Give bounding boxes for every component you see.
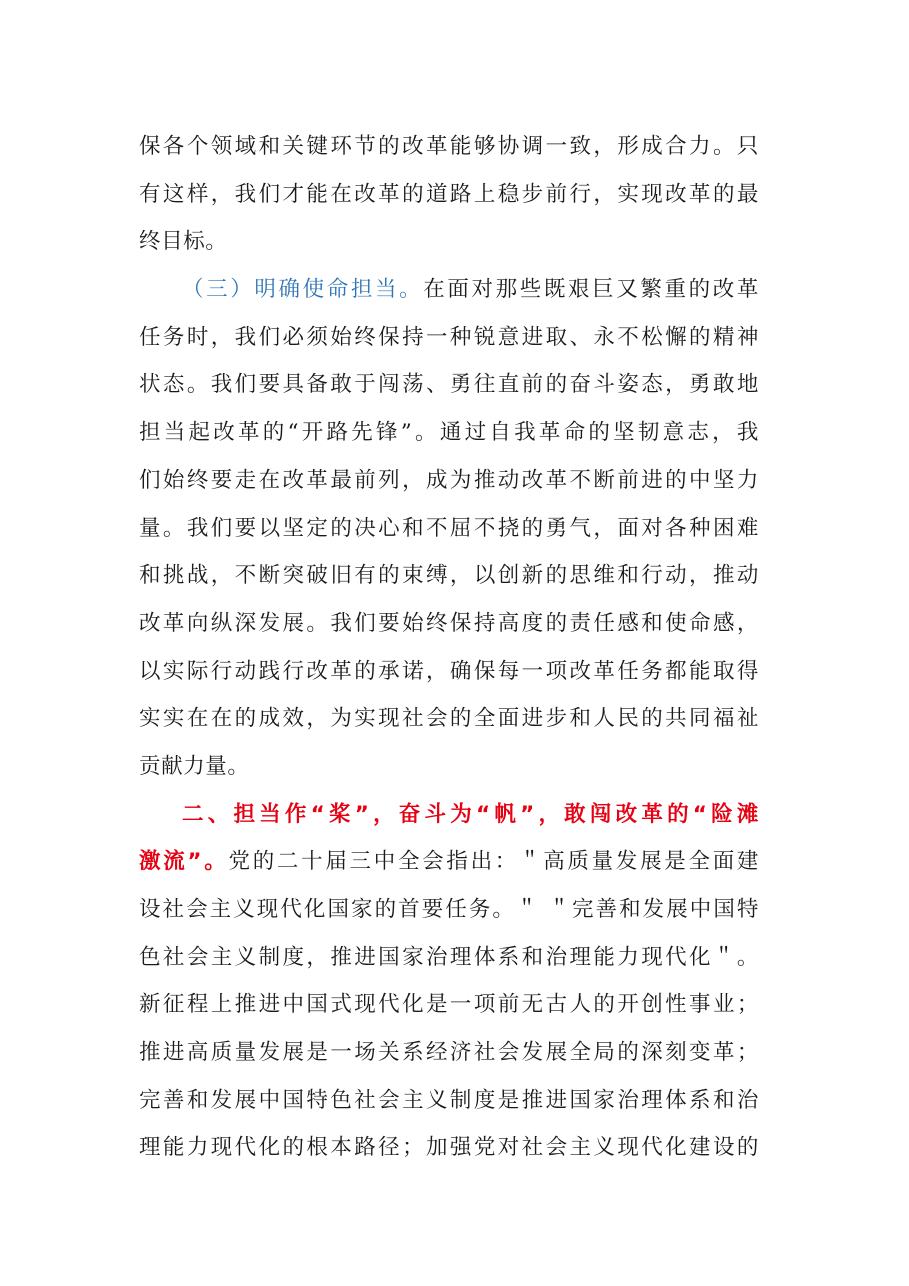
- paragraph-continuation: [139, 123, 759, 266]
- text-line: 实实在在的成效，为实现社会的全面进步和人民的共同福祉: [139, 706, 759, 732]
- text-line: 保各个领域和关键环节的改革能够协调一致，形成合力。只: [139, 134, 759, 159]
- text-line: 担当起改革的“开路先锋”。通过自我革命的坚韧意志，我: [139, 420, 759, 446]
- text-line: 完善和发展中国特色社会主义制度是推进国家治理体系和治: [139, 1087, 759, 1113]
- text-line: 以实际行动践行改革的承诺，确保每一项改革任务都能取得: [139, 658, 759, 684]
- text-line: 改革向纵深发展。我们要始终保持高度的责任感和使命感，: [139, 610, 759, 636]
- text-line: 们始终要走在改革最前列，成为推动改革不断前进的中坚力: [139, 467, 759, 493]
- text-span: 党的二十届三中全会指出：＂高质量发展是全面建: [228, 849, 760, 875]
- text-line: 任务时，我们必须始终保持一种锐意进取、永不松懈的精神: [139, 324, 759, 350]
- text-line: 设社会主义现代化国家的首要任务。＂ ＂完善和发展中国特: [139, 897, 759, 922]
- paragraph-mission: [139, 266, 759, 791]
- paragraph-section-two: [139, 791, 759, 1173]
- text-line: [139, 838, 759, 886]
- text-span: 在面对那些既艰巨又繁重的改革: [423, 277, 759, 303]
- text-line: 量。我们要以坚定的决心和不屈不挠的勇气，面对各种困难: [139, 515, 759, 541]
- text-line: 状态。我们要具备敢于闯荡、勇往直前的奋斗姿态，勇敢地: [139, 372, 759, 398]
- text-line: 新征程上推进中国式现代化是一项前无古人的开创性事业；: [139, 992, 759, 1018]
- text-line: 贡献力量。: [139, 753, 250, 779]
- text-line: 和挑战，不断突破旧有的束缚，以创新的思维和行动，推动: [139, 563, 759, 589]
- section-heading-end: 激流”。: [139, 849, 229, 875]
- section-heading: 二、担当作“桨”，奋斗为“帆”，敢闯改革的“险滩: [182, 801, 759, 827]
- document-page: [139, 123, 759, 1172]
- text-line: 有这样，我们才能在改革的道路上稳步前行，实现改革的最: [139, 181, 759, 207]
- subheading: （三）明确使命担当。: [182, 277, 424, 303]
- text-line: [139, 266, 759, 314]
- text-line: 色社会主义制度，推进国家治理体系和治理能力现代化＂。: [139, 944, 759, 970]
- text-line: 理能力现代化的根本路径；加强党对社会主义现代化建设的: [139, 1135, 759, 1161]
- text-line: 推进高质量发展是一场关系经济社会发展全局的深刻变革；: [139, 1040, 759, 1066]
- text-line: 终目标。: [139, 229, 228, 255]
